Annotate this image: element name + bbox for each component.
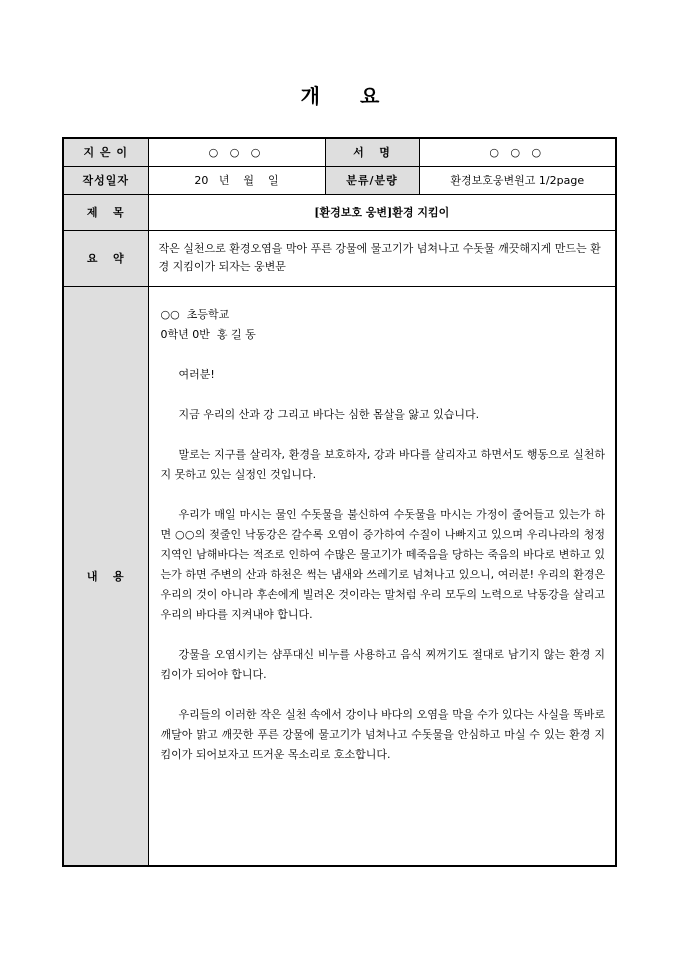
category-label: 분류/분량 <box>325 166 419 194</box>
school-line: ○○ 초등학교 <box>160 307 230 321</box>
date-value: 20 년 월 일 <box>148 166 325 194</box>
paragraph-5: 강물을 오염시키는 샴푸대신 비누를 사용하고 음식 찌꺼기도 절대로 남기지 않는 환경 지킴이가 되어야 합니다. <box>160 647 605 681</box>
subject-label: 제 목 <box>63 194 148 230</box>
subject-row <box>63 194 616 230</box>
content-label: 내 용 <box>63 286 148 866</box>
content-body <box>148 286 616 866</box>
summary-value: 작은 실천으로 환경오염을 막아 푸른 강물에 물고기가 넘쳐나고 수돗물 깨끗해지게 만드는 환경 지킴이가 되자는 웅변문 <box>148 230 616 286</box>
summary-label: 요 약 <box>63 230 148 286</box>
paragraph-1: 여러분! <box>178 367 215 381</box>
signature-label: 서 명 <box>325 138 419 166</box>
date-row <box>63 166 616 194</box>
signature-value: ○ ○ ○ <box>419 138 616 166</box>
content-row <box>63 286 616 866</box>
document-title <box>0 80 680 109</box>
paragraph-2: 지금 우리의 산과 강 그리고 바다는 심한 몸살을 앓고 있습니다. <box>178 407 480 421</box>
author-value: ○ ○ ○ <box>148 138 325 166</box>
date-label: 작성일자 <box>63 166 148 194</box>
overview-table <box>62 137 617 867</box>
subject-value: [환경보호 웅변]환경 지킴이 <box>148 194 616 230</box>
title-char-2: 요 <box>360 84 380 108</box>
category-value: 환경보호웅변원고 1/2page <box>419 166 616 194</box>
student-line: 0학년 0반 홍 길 동 <box>160 327 256 341</box>
paragraph-4: 우리가 매일 마시는 물인 수돗물을 불신하여 수돗물을 마시는 가정이 줄어들고 있는가 하면 ○○의 젖줄인 낙동강은 갈수록 오염이 증가하여 수질이 나빠지고 있으며 우리나라의 청정지역인 남해바다는 적조로 인하여 수많은 물고기가 떼죽음을 당하는 죽음의 바다로 변하고 있는가 하면 주변의 산과 하천은 썩는 냄새와 쓰레기로 넘쳐나고 있으니, 여러분! 우리의 환경은 우리의 것이 아니라 후손에게 빌려온 것이라는 말처럼 우리 모두의 노력으로 낙동강을 살리고 우리의 바다를 지켜내야 합니다. <box>160 507 605 621</box>
paragraph-3: 말로는 지구를 살리자, 환경을 보호하자, 강과 바다를 살리자고 하면서도 행동으로 실천하지 못하고 있는 실정인 것입니다. <box>160 447 605 481</box>
author-row <box>63 138 616 166</box>
paragraph-6: 우리들의 이러한 작은 실천 속에서 강이나 바다의 오염을 막을 수가 있다는 사실을 똑바로 깨달아 맑고 깨끗한 푸른 강물에 물고기가 넘쳐나고 수돗물을 안심하고 마실 수 있는 환경 지킴이가 되어보자고 뜨거운 목소리로 호소합니다. <box>160 707 605 761</box>
author-label: 지 은 이 <box>63 138 148 166</box>
title-char-1: 개 <box>300 84 320 108</box>
summary-row <box>63 230 616 286</box>
